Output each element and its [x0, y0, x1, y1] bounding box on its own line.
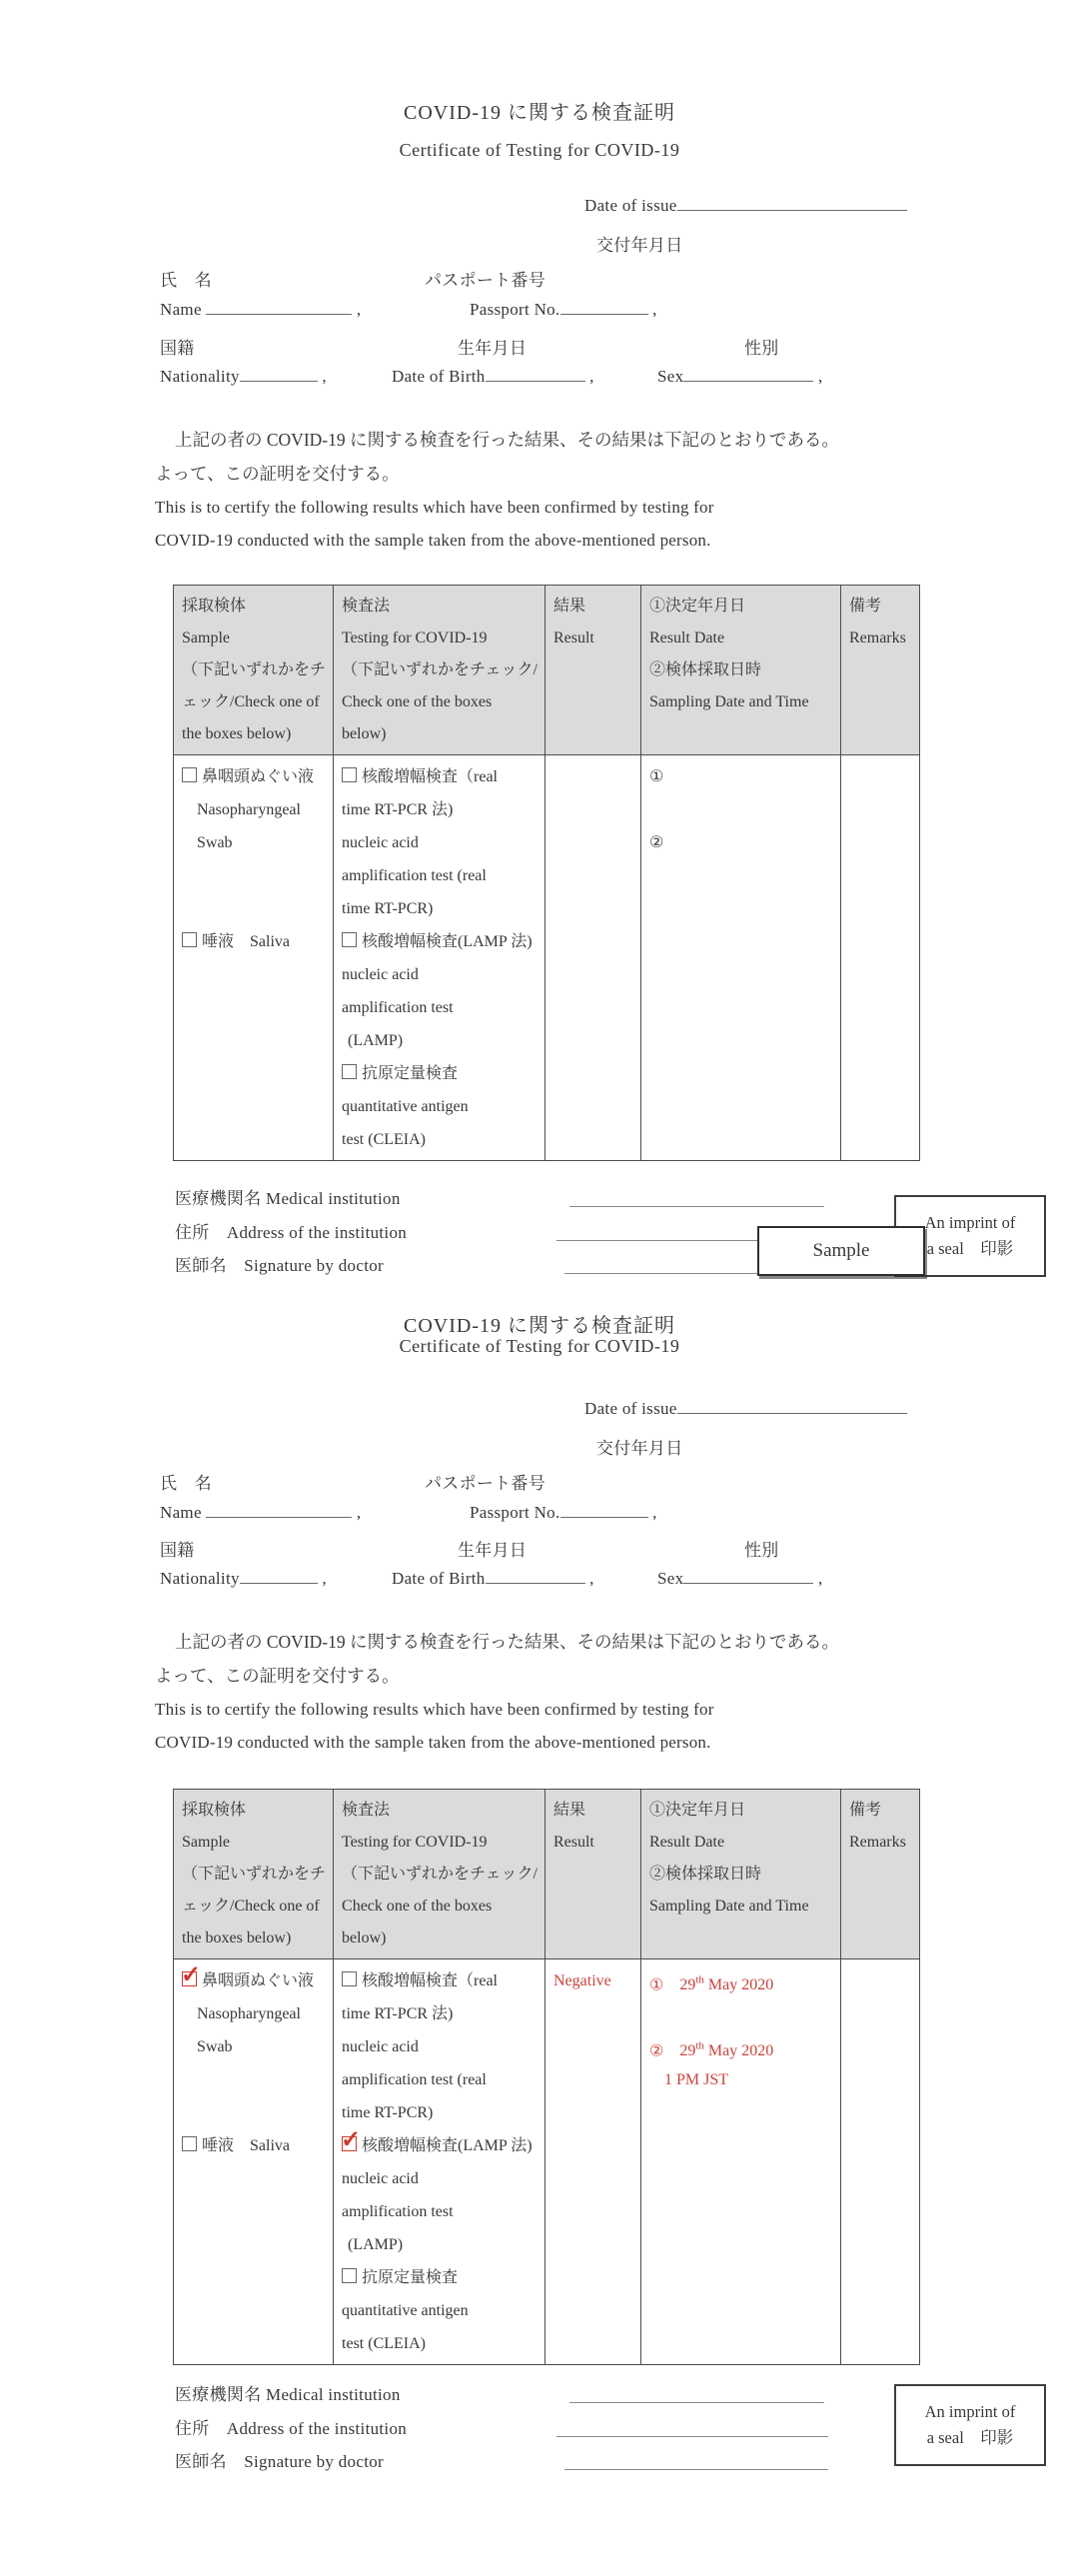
checkbox-cleia[interactable]	[342, 2268, 357, 2283]
saliva-label: 唾液 Saliva	[202, 933, 290, 950]
statement-en-line2: COVID-19 conducted with the sample taken from the above-mentioned person.	[155, 531, 711, 550]
rtpcr-label: time RT-PCR 法)	[342, 2005, 454, 2022]
sex-label-en: Sex	[657, 1569, 684, 1588]
certification-statement	[155, 423, 954, 557]
checkbox-lamp[interactable]	[342, 932, 357, 947]
passport-field	[560, 300, 648, 315]
result-date-value: ① 29th May 2020	[648, 1974, 774, 1994]
sampling-date-value: ② 29th May 2020	[648, 2040, 774, 2060]
nasopharyngeal-label: 鼻咽頭ぬぐい液	[202, 768, 315, 785]
doctor-label: 医師名 Signature by doctor	[175, 2452, 384, 2471]
birth-field	[486, 367, 585, 382]
header-testing: 検査法 Testing for COVID-19 （下記いずれかをチェック/ Check one of the boxes below)	[334, 586, 545, 755]
header-remarks: 備考 Remarks	[840, 586, 919, 755]
nationality-label-jp: 国籍	[160, 339, 195, 358]
cleia-label: 抗原定量検査	[362, 2269, 459, 2286]
saliva-label: 唾液 Saliva	[202, 2137, 290, 2154]
header-remarks: 備考 Remarks	[840, 1790, 919, 1959]
name-label-jp: 氏 名	[160, 271, 212, 290]
nasopharyngeal-label-en: Nasopharyngeal	[197, 2005, 301, 2022]
title-jp: COVID-19 に関する検査証明	[404, 1315, 675, 1337]
lamp-label: amplification test	[342, 999, 454, 1016]
sample-stamp-box	[757, 1226, 925, 1276]
name-field	[206, 1503, 352, 1518]
certifier-block	[175, 1184, 1074, 1294]
name-label-en: Name	[160, 300, 202, 319]
doctor-field-line	[564, 2469, 828, 2470]
statement-en-line1: This is to certify the following results which have been confirmed by testing for	[155, 498, 714, 517]
sampling-date-marker: ②	[648, 2042, 664, 2060]
statement-jp-line1: 上記の者の COVID-19 に関する検査を行った結果、その結果は下記のとおりである。	[175, 430, 839, 450]
birth-field	[486, 1569, 585, 1584]
nationality-row	[160, 367, 327, 387]
nationality-label-en: Nationality	[160, 367, 240, 386]
comma: ,	[652, 1503, 657, 1522]
comma: ,	[322, 1569, 327, 1588]
spacer-line	[649, 793, 833, 826]
sex-label-jp: 性別	[744, 1541, 779, 1560]
comma: ,	[356, 1503, 362, 1522]
title-jp: COVID-19 に関する検査証明	[404, 102, 675, 124]
rtpcr-label: time RT-PCR)	[342, 900, 434, 917]
name-label-jp: 氏 名	[160, 1474, 212, 1493]
sampling-time-value: 1 PM JST	[663, 2071, 729, 2088]
passport-row	[470, 1503, 657, 1523]
rtpcr-label: nucleic acid	[342, 834, 419, 851]
cleia-label: test (CLEIA)	[342, 1131, 426, 1148]
lamp-label: (LAMP)	[348, 1032, 404, 1049]
passport-label-jp: パスポート番号	[425, 1474, 546, 1493]
comma: ,	[589, 367, 594, 386]
result-cell	[544, 755, 640, 1161]
checkbox-rtpcr[interactable]	[342, 1971, 357, 1986]
sample-cell	[174, 1959, 334, 2365]
statement-jp-line2: よって、この証明を交付する。	[155, 1666, 400, 1686]
header-result: 結果 Result	[544, 586, 640, 755]
spacer-line	[649, 1997, 833, 2030]
header-testing: 検査法 Testing for COVID-19 （下記いずれかをチェック/ Check one of the boxes below)	[334, 1790, 545, 1959]
nasopharyngeal-label-en: Swab	[197, 834, 233, 851]
comma: ,	[817, 1569, 823, 1588]
passport-label-jp: パスポート番号	[425, 271, 546, 290]
name-label-en: Name	[160, 1503, 202, 1522]
date-of-issue-label: Date of issue	[584, 1399, 677, 1418]
birth-label-en: Date of Birth	[392, 367, 486, 386]
result-date-marker: ①	[648, 768, 664, 785]
sex-label-jp: 性別	[744, 339, 779, 358]
header-sample: 採取検体 Sample （下記いずれかをチ ェック/Check one of the boxes below)	[174, 1790, 334, 1959]
address-label: 住所 Address of the institution	[175, 1223, 408, 1242]
sampling-date-marker: ②	[648, 834, 664, 851]
nationality-label-en: Nationality	[160, 1569, 240, 1588]
title-en: Certificate of Testing for COVID-19	[399, 140, 680, 160]
rtpcr-label: amplification test (real	[342, 867, 487, 884]
result-cell	[544, 1959, 640, 2365]
checkbox-cleia[interactable]	[342, 1064, 357, 1079]
medical-institution-label: 医療機関名 Medical institution	[175, 1189, 401, 1208]
checkbox-nasopharyngeal[interactable]	[182, 1971, 197, 1986]
date-of-issue-label-jp: 交付年月日	[596, 236, 683, 255]
statement-en-line2: COVID-19 conducted with the sample taken from the above-mentioned person.	[155, 1733, 711, 1752]
rtpcr-label: amplification test (real	[342, 2071, 487, 2088]
certifier-block	[175, 2380, 1074, 2490]
seal-text: a seal 印影	[926, 1239, 1014, 1258]
result-negative: Negative	[552, 1972, 611, 1989]
nationality-row	[160, 1569, 327, 1589]
certification-statement	[155, 1625, 954, 1759]
rtpcr-label: 核酸増幅検査（real	[362, 768, 498, 785]
seal-text: An imprint of	[924, 2402, 1016, 2421]
comma: ,	[652, 300, 657, 319]
rtpcr-label: time RT-PCR 法)	[342, 801, 454, 818]
checkbox-lamp[interactable]	[342, 2136, 357, 2151]
statement-jp-line1: 上記の者の COVID-19 に関する検査を行った結果、その結果は下記のとおりである。	[175, 1632, 839, 1652]
seal-imprint-box	[894, 2384, 1046, 2466]
spacer-line	[182, 859, 326, 892]
header-sample: 採取検体 Sample （下記いずれかをチ ェック/Check one of the boxes below)	[174, 586, 334, 755]
testing-cell	[334, 755, 545, 1161]
lamp-label: (LAMP)	[348, 2236, 404, 2253]
spacer-line	[182, 892, 326, 925]
passport-label-en: Passport No.	[470, 300, 560, 319]
seal-text: An imprint of	[924, 1213, 1016, 1232]
address-field-line	[556, 2436, 828, 2437]
medical-institution-label: 医療機関名 Medical institution	[175, 2385, 401, 2404]
title-en: Certificate of Testing for COVID-19	[399, 1336, 680, 1356]
statement-en-line1: This is to certify the following results which have been confirmed by testing for	[155, 1700, 714, 1719]
birth-row	[392, 1569, 594, 1589]
lamp-label: nucleic acid	[342, 966, 419, 983]
testing-cell	[334, 1959, 545, 2365]
spacer-line	[182, 2063, 326, 2096]
sex-label-en: Sex	[657, 367, 684, 386]
lamp-label: nucleic acid	[342, 2170, 419, 2187]
results-table	[173, 1789, 920, 2365]
date-cell	[640, 755, 840, 1161]
passport-label-en: Passport No.	[470, 1503, 560, 1522]
address-label: 住所 Address of the institution	[175, 2419, 408, 2438]
passport-field	[560, 1503, 648, 1518]
institution-field-line	[569, 1206, 824, 1207]
rtpcr-label: time RT-PCR)	[342, 2104, 434, 2121]
nasopharyngeal-label: 鼻咽頭ぬぐい液	[202, 1972, 315, 1989]
name-field	[206, 300, 352, 315]
checkbox-saliva[interactable]	[182, 932, 197, 947]
lamp-label: amplification test	[342, 2203, 454, 2220]
comma: ,	[356, 300, 362, 319]
rtpcr-label: nucleic acid	[342, 2038, 419, 2055]
date-cell	[640, 1959, 840, 2365]
checkbox-rtpcr[interactable]	[342, 767, 357, 782]
sex-field	[683, 367, 813, 382]
passport-row	[470, 300, 657, 320]
sample-stamp-text: Sample	[812, 1240, 870, 1261]
nationality-field	[240, 1569, 318, 1584]
header-result: 結果 Result	[544, 1790, 640, 1959]
date-of-issue-field	[677, 1399, 907, 1414]
checkbox-nasopharyngeal[interactable]	[182, 767, 197, 782]
spacer-line	[182, 2096, 326, 2129]
remarks-cell	[840, 1959, 919, 2365]
comma: ,	[589, 1569, 594, 1588]
result-date-marker: ①	[648, 1976, 664, 1994]
birth-label-en: Date of Birth	[392, 1569, 486, 1588]
birth-label-jp: 生年月日	[458, 1541, 528, 1560]
sex-row	[657, 367, 823, 387]
name-row	[160, 1503, 361, 1523]
seal-text: a seal 印影	[926, 2428, 1014, 2447]
rtpcr-label: 核酸増幅検査（real	[362, 1972, 498, 1989]
remarks-cell	[840, 755, 919, 1161]
header-date: ①決定年月日 Result Date ②検体採取日時 Sampling Date and Time	[640, 586, 840, 755]
birth-label-jp: 生年月日	[458, 339, 528, 358]
cleia-label: 抗原定量検査	[362, 1065, 459, 1082]
lamp-label: 核酸増幅検査(LAMP 法)	[362, 933, 533, 950]
cleia-label: quantitative antigen	[342, 1098, 469, 1115]
results-table	[173, 585, 920, 1161]
nasopharyngeal-label-en: Nasopharyngeal	[197, 801, 301, 818]
date-of-issue-field	[677, 196, 907, 211]
nationality-label-jp: 国籍	[160, 1541, 195, 1560]
institution-field-line	[569, 2402, 824, 2403]
name-row	[160, 300, 361, 320]
date-of-issue-label-jp: 交付年月日	[596, 1439, 683, 1458]
doctor-label: 医師名 Signature by doctor	[175, 1256, 384, 1275]
date-of-issue-row	[584, 196, 907, 216]
sample-cell	[174, 755, 334, 1161]
nasopharyngeal-label-en: Swab	[197, 2038, 233, 2055]
comma: ,	[817, 367, 823, 386]
cleia-label: quantitative antigen	[342, 2302, 469, 2319]
lamp-label: 核酸増幅検査(LAMP 法)	[362, 2137, 533, 2154]
comma: ,	[322, 367, 327, 386]
nationality-field	[240, 367, 318, 382]
date-of-issue-label: Date of issue	[584, 196, 677, 215]
sex-row	[657, 1569, 823, 1589]
cleia-label: test (CLEIA)	[342, 2335, 426, 2352]
statement-jp-line2: よって、この証明を交付する。	[155, 464, 400, 484]
birth-row	[392, 367, 594, 387]
date-of-issue-row	[584, 1399, 907, 1419]
checkbox-saliva[interactable]	[182, 2136, 197, 2151]
header-date: ①決定年月日 Result Date ②検体採取日時 Sampling Date and Time	[640, 1790, 840, 1959]
sex-field	[683, 1569, 813, 1584]
